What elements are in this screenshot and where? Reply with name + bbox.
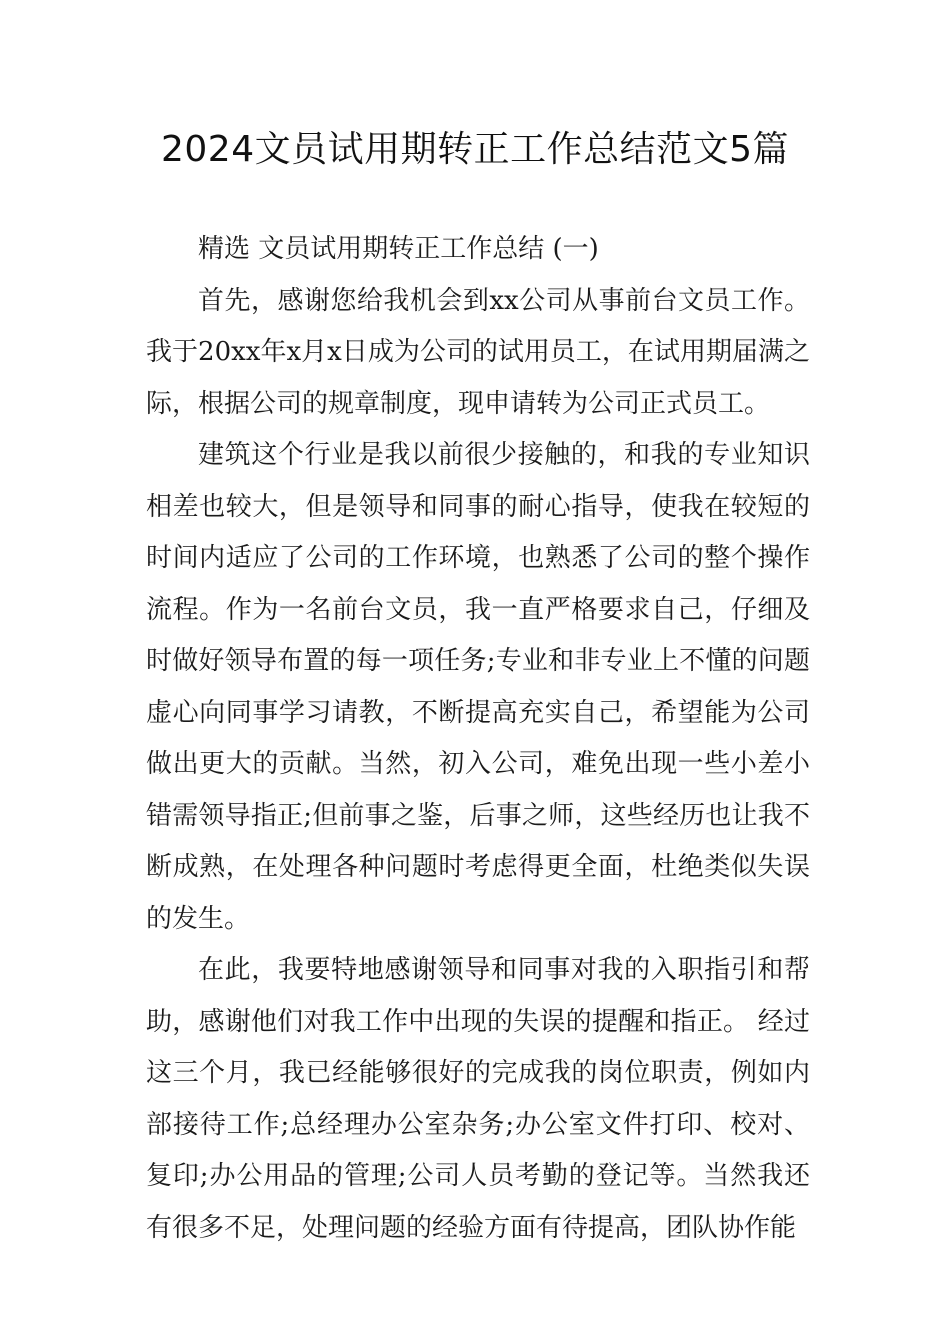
document-body — [146, 224, 810, 1254]
paragraph-thanks: 在此，我要特地感谢领导和同事对我的入职指引和帮助，感谢他们对我工作中出现的失误的提醒和指正。 经过这三个月，我已经能够很好的完成我的岗位职责，例如内部接待工作;总经理办公室杂务;办公室文件打印、校对、复印;办公用品的管理;公司人员考勤的登记等。当然我还有很多不足，处理问题的经验方面有待提高，团队协作能 — [146, 955, 810, 1243]
paragraph-experience: 建筑这个行业是我以前很少接触的，和我的专业知识相差也较大，但是领导和同事的耐心指导，使我在较短的时间内适应了公司的工作环境，也熟悉了公司的整个操作流程。作为一名前台文员，我一直严格要求自己，仔细及时做好领导布置的每一项任务;专业和非专业上不懂的问题虚心向同事学习请教，不断提高充实自己，希望能为公司做出更大的贡献。当然，初入公司，难免出现一些小差小错需领导指正;但前事之鉴，后事之师，这些经历也让我不断成熟，在处理各种问题时考虑得更全面，杜绝类似失误的发生。 — [146, 440, 810, 934]
section-heading: 精选 文员试用期转正工作总结 (一) — [198, 234, 599, 264]
document-title: 2024文员试用期转正工作总结范文5篇 — [160, 129, 790, 170]
paragraph-intro: 首先，感谢您给我机会到xx公司从事前台文员工作。我于20xx年x月x日成为公司的试用员工，在试用期届满之际，根据公司的规章制度，现申请转为公司正式员工。 — [146, 285, 810, 419]
